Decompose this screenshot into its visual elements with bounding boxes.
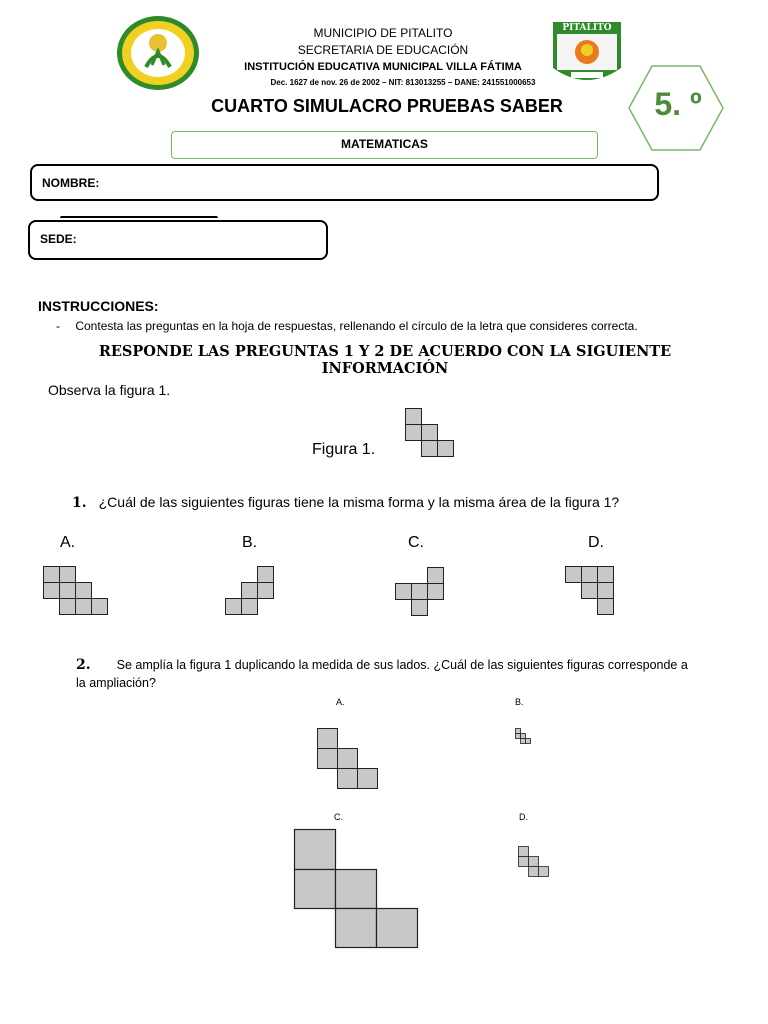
grade-label: 5. º	[654, 86, 702, 122]
q1a-square	[60, 583, 76, 599]
q1a-square	[92, 599, 108, 615]
secretariat-line: SECRETARIA DE EDUCACIÓN	[297, 43, 469, 57]
q2-option-b-shape[interactable]	[515, 728, 535, 748]
q1d-square	[566, 567, 582, 583]
instructions-title: INSTRUCCIONES:	[38, 298, 159, 314]
q2b-square	[526, 739, 531, 744]
q1d-square	[598, 583, 614, 599]
question-2-text: Se amplía la figura 1 duplicando la medida de sus lados. ¿Cuál de las siguientes figuras corresponde a la ampliación?	[76, 658, 688, 690]
q1-option-d-shape[interactable]	[565, 566, 620, 621]
q1-option-c-label[interactable]: C.	[408, 534, 424, 551]
q2a-square	[338, 749, 358, 769]
instructions-text	[56, 319, 638, 333]
q1b-square	[226, 599, 242, 615]
q1c-square	[428, 584, 444, 600]
section-heading: RESPONDE LAS PREGUNTAS 1 Y 2 DE ACUERDO CON LA SIGUIENTE INFORMACIÓN	[98, 343, 672, 377]
q2a-square	[338, 769, 358, 789]
institution-line: INSTITUCIÓN EDUCATIVA MUNICIPAL VILLA FÁTIMA	[244, 61, 522, 73]
q2d-square	[519, 847, 529, 857]
figure1-square	[406, 425, 422, 441]
q2b-square	[516, 734, 521, 739]
q1-option-b-shape[interactable]	[225, 566, 280, 621]
q2-option-a-label[interactable]: A.	[336, 697, 345, 707]
name-label: NOMBRE:	[42, 176, 100, 190]
name-field[interactable]	[30, 164, 659, 201]
q1-option-b-label[interactable]: B.	[242, 534, 258, 551]
q2-option-b-label[interactable]: B.	[515, 697, 524, 707]
q1c-square	[396, 584, 412, 600]
q1a-square	[76, 599, 92, 615]
q2c-square	[336, 909, 377, 948]
figure1-shape	[405, 408, 465, 468]
q1d-square	[598, 599, 614, 615]
q1d-square	[582, 583, 598, 599]
observe-text: Observa la figura 1.	[48, 382, 171, 398]
q1b-square	[242, 583, 258, 599]
school-logo-graphic	[116, 15, 200, 91]
q1a-square	[76, 583, 92, 599]
q1a-square	[60, 567, 76, 583]
q2c-square	[295, 870, 336, 909]
q1c-square	[412, 584, 428, 600]
q2d-square	[529, 857, 539, 867]
q1-option-a-shape[interactable]	[43, 566, 113, 621]
decree-line: Dec. 1627 de nov. 26 de 2002 – NIT: 813013255 – DANE: 241551000653	[270, 78, 536, 87]
figure1-square	[422, 441, 438, 457]
q1b-square	[258, 567, 274, 583]
subject-label: MATEMATICAS	[171, 131, 598, 159]
q2-option-c-shape[interactable]	[294, 829, 424, 954]
figure1-square	[422, 425, 438, 441]
question-2-number: 2.	[76, 657, 91, 673]
q1d-square	[598, 567, 614, 583]
town-crest-label: PITALITO	[562, 23, 612, 33]
q1a-square	[44, 583, 60, 599]
q1b-square	[258, 583, 274, 599]
question-1-number: 1.	[72, 495, 87, 511]
figure1-square	[406, 409, 422, 425]
question-1	[72, 494, 619, 511]
q2b-square	[521, 739, 526, 744]
q2-option-d-label[interactable]: D.	[519, 812, 528, 822]
q1-option-d-label[interactable]: D.	[588, 534, 604, 551]
town-crest	[551, 20, 623, 90]
q2a-square	[318, 729, 338, 749]
q2d-square	[539, 867, 549, 877]
q1c-square	[412, 600, 428, 616]
q2c-square	[377, 909, 418, 948]
q2c-square	[295, 830, 336, 870]
q2b-square	[521, 734, 526, 739]
sede-label: SEDE:	[40, 232, 77, 246]
instructions-body: Contesta las preguntas en la hoja de respuestas, rellenando el círculo de la letra que consideres correcta.	[75, 319, 638, 333]
municipality-line: MUNICIPIO DE PITALITO	[313, 26, 453, 40]
sede-field[interactable]	[28, 220, 328, 260]
q1-option-a-label[interactable]: A.	[60, 534, 76, 551]
q2c-square	[336, 870, 377, 909]
question-2	[76, 656, 696, 692]
q1a-square	[44, 567, 60, 583]
q2-option-c-label[interactable]: C.	[334, 812, 343, 822]
q1-option-c-shape[interactable]	[395, 567, 450, 622]
q2d-square	[519, 857, 529, 867]
q2-option-d-shape[interactable]	[518, 846, 553, 878]
q1c-square	[428, 568, 444, 584]
q2d-square	[529, 867, 539, 877]
q2b-square	[516, 729, 521, 734]
q2a-square	[358, 769, 378, 789]
figure1-square	[438, 441, 454, 457]
q2a-square	[318, 749, 338, 769]
q1d-square	[582, 567, 598, 583]
school-logo	[116, 15, 200, 91]
q1a-square	[60, 599, 76, 615]
question-1-text: ¿Cuál de las siguientes figuras tiene la misma forma y la misma área de la figura 1?	[98, 494, 620, 510]
instructions-bullet: -	[56, 319, 60, 333]
q2-option-a-shape[interactable]	[317, 728, 382, 793]
q1b-square	[242, 599, 258, 615]
figure1-label: Figura 1.	[312, 441, 376, 458]
page-title: CUARTO SIMULACRO PRUEBAS SABER	[211, 96, 563, 116]
